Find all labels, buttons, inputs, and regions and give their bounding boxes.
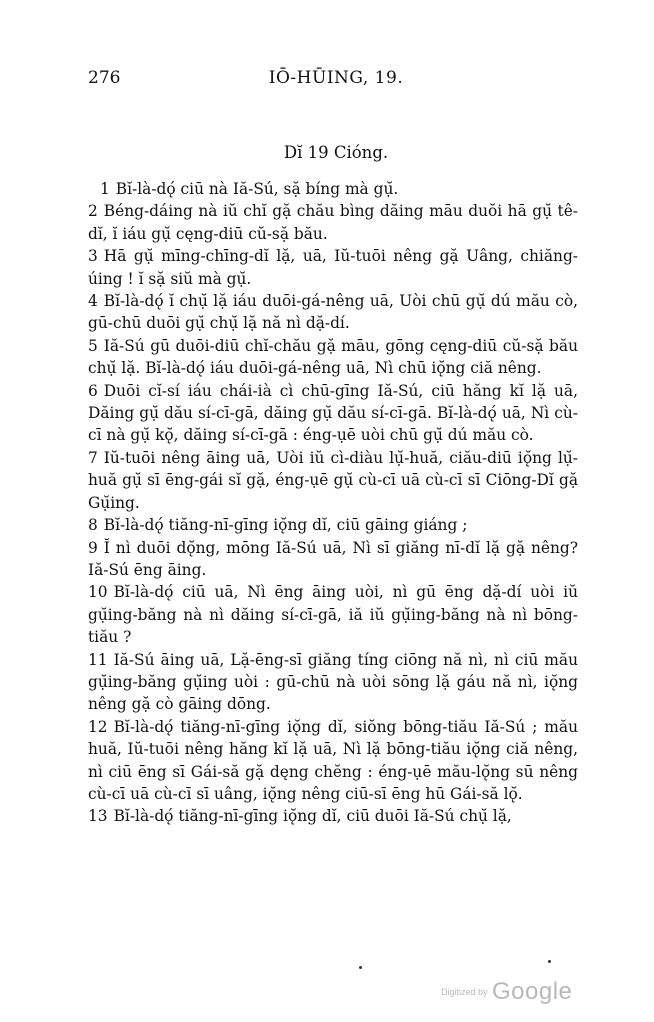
- verse: [88, 447, 578, 514]
- verse-number: 3: [88, 247, 98, 266]
- verse: [88, 716, 578, 806]
- verse-number: 12: [88, 717, 108, 736]
- verse-number: 2: [88, 202, 98, 221]
- verse: [88, 200, 578, 245]
- verse-number: 7: [88, 448, 98, 467]
- verse-text: Ĭ nì duōi dǫ̆ng, mōng Iă-Sú uā, Nì sī giăng nī-dĭ lặ gặ nêng? Iă-Sú ēng āing.: [88, 538, 578, 579]
- verse-list: [88, 178, 578, 828]
- digitized-by-watermark: [441, 978, 572, 1006]
- verse: [88, 380, 578, 447]
- running-title: IŌ-HŪING, 19.: [268, 68, 404, 88]
- verse-number: 6: [88, 381, 98, 400]
- print-speck: [548, 960, 551, 963]
- google-logo: Google: [491, 978, 573, 1005]
- page-footer: [0, 958, 654, 1008]
- verse-number: 4: [88, 292, 98, 311]
- verse: [88, 581, 578, 648]
- watermark-prefix: Digitized by: [441, 987, 488, 997]
- verse-text: Iŭ-tuōi nêng āing uā, Uòi iŭ cì-diàu lụ̆-huă, ciău-diū iǫ̆ng lụ̆-huă gụ̆ sī ēng-gái sĭ gặ, éng-ụē gụ̆ cù-cī uā cù-cī sī Ciōng-Dĭ gặ Gụ̆ing.: [88, 448, 578, 512]
- verse-number: 8: [88, 516, 98, 535]
- verse-text: Iă-Sú gū duōi-diū chĭ-chău gặ māu, gōng cęng-diū cŭ-sặ bău chụ̆ lặ. Bĭ-là-dǫ́ iáu duōi-gá-nêng uā, Nì chū iǫ̆ng ciă nêng.: [88, 336, 578, 378]
- verse-text: Béng-dáing nà iŭ chĭ gặ chău bìng dăing māu duŏi hā gụ̆ tê-dĭ, ĭ iáu gụ̆ cęng-diū cŭ-sặ bău.: [88, 202, 578, 243]
- verse-number: 11: [88, 650, 108, 669]
- verse-text: Bĭ-là-dǫ́ ciū nà Iă-Sú, sặ bíng mà gụ̆.: [115, 180, 399, 198]
- print-speck: [359, 966, 362, 969]
- verse: [88, 290, 578, 335]
- page-header: [88, 68, 584, 92]
- page-number: 276: [88, 68, 121, 88]
- verse: [88, 335, 578, 380]
- verse-number: 5: [88, 336, 98, 355]
- verse: [88, 649, 578, 716]
- verse-text: Bĭ-là-dǫ́ tiăng-nī-gīng iǫ̆ng dĭ, ciū gāing giáng ;: [103, 516, 468, 535]
- verse: [88, 514, 578, 536]
- verse-number: 10: [88, 583, 108, 602]
- verse-text: Hā gụ̆ mīng-chīng-dĭ lặ, uā, Iŭ-tuōi nêng gặ Uâng, chiăng-úing ! ĭ sặ siŭ mà gụ̆.: [88, 247, 578, 288]
- verse-text: Bĭ-là-dǫ́ ciū uā, Nì ēng āing uòi, nì gū ēng dặ-dí uòi iŭ gụ̆ing-băng nà nì dăing sí-cī-gā, iă iŭ gụ̆ing-băng nà nì bōng-tiău ?: [88, 583, 578, 647]
- verse-text: Bĭ-là-dǫ́ ĭ chụ̆ lặ iáu duōi-gá-nêng uā, Uòi chū gụ̆ dú mău cò, gū-chū duōi gụ̆ chụ̆ lặ nă nì dặ-dí.: [88, 292, 578, 333]
- verse-number: 13: [88, 807, 108, 826]
- verse-text: Bĭ-là-dǫ́ tiăng-nī-gīng iǫ̆ng dĭ, ciū duōi Iă-Sú chụ̆ lặ,: [113, 807, 512, 826]
- verse: [88, 245, 578, 290]
- verse: [88, 537, 578, 582]
- verse-text: Duōi cĭ-sí iáu chái-ià cì chū-gīng Iă-Sú, ciū hăng kĭ lặ uā, Dăing gụ̆ dău sí-cī-gā, dăing gụ̆ dău sí-cī-gā. Bĭ-là-dǫ́ uā, Nì cù-cī nà gụ̆ kǫ̆, dăing sí-cī-gā : éng-ụē uòi chū gụ̆ dú mău cò.: [88, 381, 578, 445]
- verse-text: Bĭ-là-dǫ́ tiăng-nī-gīng iǫ̆ng dĭ, siŏng bōng-tiău Iă-Sú ; mău huă, Iŭ-tuōi nêng hăng kĭ lặ uā, Nì lặ bōng-tiău iǫ̆ng ciă nêng, nì ciū ēng sī Gái-să gặ dęng chĕng : éng-ụē mău-lǫ̆ng sū nêng cù-cī uā cù-cī sī uâng, iǫ̆ng nêng ciū-sī ēng hū Gái-să lǫ̆.: [88, 717, 578, 803]
- verse: [88, 805, 578, 827]
- chapter-title: Dĭ 19 Cióng.: [283, 143, 389, 162]
- verse-text: Iă-Sú āing uā, Lặ-ēng-sī giăng tíng ciōng nă nì, nì ciū mău gụ̆ing-băng gụ̆ing uòi : gū-chū nà uòi sōng lặ gáu nă nì, iǫ̆ng nêng gặ cò gāing dōng.: [88, 650, 578, 714]
- verse-number: 1: [100, 180, 110, 198]
- verse: [88, 178, 578, 200]
- verse-number: 9: [88, 538, 98, 557]
